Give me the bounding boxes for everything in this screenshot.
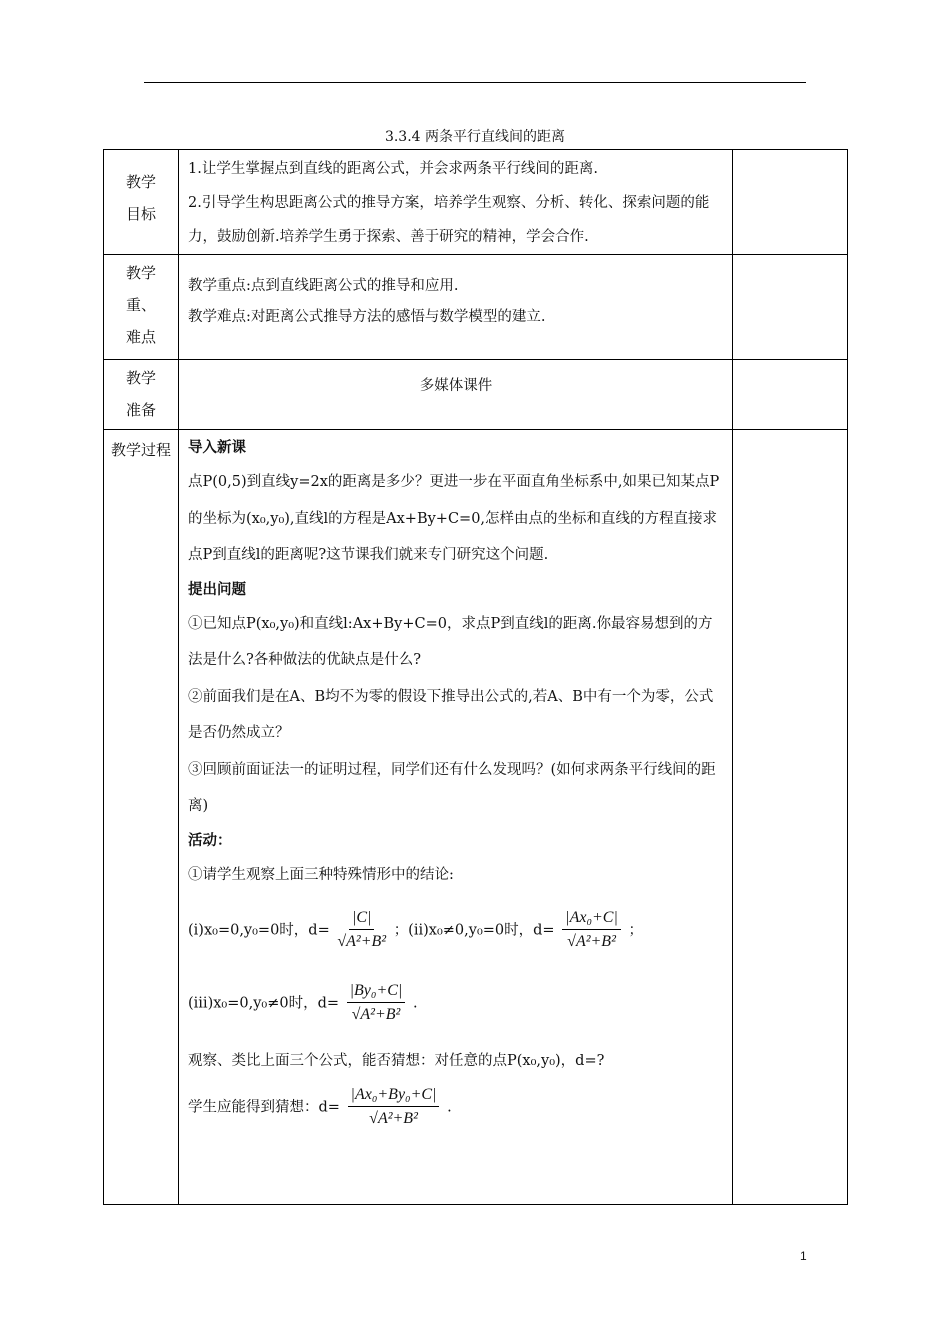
intro-heading: 导入新课 [188,440,246,456]
lesson-plan-table [103,149,848,1205]
case3-denominator: √A²+B² [351,1006,401,1023]
question-1: ①已知点P(x₀,y₀)和直线l:Ax+By+C=0，求点P到直线l的距离.你最容易想到的方法是什么?各种做法的优缺点是什么? [188,615,713,668]
label-process: 教学过程 [104,430,179,1205]
guess-fraction [348,1084,440,1131]
prep-content [179,360,733,430]
label-keypoints: 教学重、难点 [104,255,179,360]
case1-condition: (ⅰ)x₀=0,y₀=0时，d= [188,922,330,939]
case1-numerator: |C| [349,907,374,930]
formula-cases-1-2: (ⅰ)x₀=0,y₀=0时，d= $\frac{|C|}{\text{√A²+B²}}$ ；(ⅱ)x₀≠0,y₀=0时，d= $\frac{\text{|Ax₀+C|}}{\text{√A²+B²}}$ ； [188,893,724,970]
intro-text: 点P(0,5)到直线y=2x的距离是多少？更进一步在平面直角坐标系中,如果已知某点P的坐标为(x₀,y₀),直线l的方程是Ax+By+C=0,怎样由点的坐标和直线的方程直接求点P到直线l的距离呢?这节课我们就来专门研究这个问题. [188,474,720,563]
notes-cell [733,255,848,360]
notes-cell [733,360,848,430]
question-2: ②前面我们是在A、B均不为零的假设下推导出公式的,若A、B中有一个为零，公式是否仍然成立？ [188,688,714,741]
label-prep: 教学准备 [104,360,179,430]
label-goals: 教学目标 [104,150,179,255]
page-number: 1 [800,1249,807,1263]
guess-numerator: |Ax₀+By₀+C| [348,1084,440,1107]
case3-fraction [347,980,406,1027]
row-prep [104,360,848,430]
question-heading: 提出问题 [188,581,246,598]
document-title: 3.3.4 两条平行直线间的距离 [384,129,566,145]
key-point: 教学重点:点到直线距离公式的推导和应用. [188,278,459,294]
case3-numerator: |By₀+C| [347,980,406,1003]
formula-case-3: (ⅲ)x₀=0,y₀≠0时，d= $\frac{\text{|By₀+C|}}{\text{√A²+B²}}$ . [188,970,724,1043]
observe-text: 观察、类比上面三个公式，能否猜想：对任意的点P(x₀,y₀)，d=? [188,1053,605,1069]
row-keypoints [104,255,848,360]
row-goals [104,150,848,255]
case2-denominator: √A²+B² [567,933,616,950]
case3-condition: (ⅲ)x₀=0,y₀≠0时，d= [188,995,340,1012]
case1-denominator: √A²+B² [337,933,387,950]
goal-1: 1.让学生掌握点到直线的距离公式，并会求两条平行线间的距离. [188,161,598,177]
activity-text: ①请学生观察上面三种特殊情形中的结论: [188,866,454,883]
difficult-point: 教学难点:对距离公式推导方法的感悟与数学模型的建立. [188,309,546,325]
process-content [179,430,733,1205]
goal-2: 2.引导学生构思距离公式的推导方案，培养学生观察、分析、转化、探索问题的能力，鼓励创新.培养学生勇于探索、善于研究的精神，学会合作. [188,195,710,245]
case2-condition: ；(ⅱ)x₀≠0,y₀=0时，d= [393,922,555,939]
prep-text: 多媒体课件 [419,378,493,394]
case2-fraction [562,907,621,954]
keypoints-content [179,255,733,360]
row-process [104,430,848,1205]
header-rule [144,82,806,83]
goals-content [179,150,733,255]
case2-numerator: |Ax₀+C| [562,907,621,930]
guess-text: 学生应能得到猜想：d= [188,1099,340,1115]
notes-cell [733,430,848,1205]
formula-guess: 学生应能得到猜想：d= $\frac{\text{|Ax₀+By₀+C|}}{\text{√A²+B²}}$ . [188,1080,724,1147]
case1-fraction [337,907,386,954]
notes-cell [733,150,848,255]
question-3: ③回顾前面证法一的证明过程，同学们还有什么发现吗？(如何求两条平行线间的距离) [188,761,716,814]
guess-denominator: √A²+B² [369,1109,418,1127]
activity-heading: 活动： [188,832,232,849]
